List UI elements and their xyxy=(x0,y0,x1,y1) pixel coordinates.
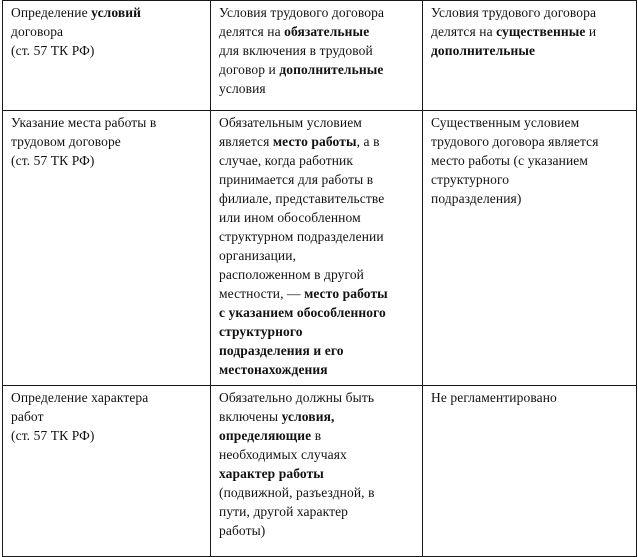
bold-text: дополнительные xyxy=(431,43,536,58)
table-cell xyxy=(423,386,637,557)
cell-text-line xyxy=(219,41,418,60)
table-row xyxy=(3,1,637,111)
text-segment: случае, когда работник xyxy=(219,153,354,168)
cell-text-line xyxy=(219,483,418,502)
cell-text-line xyxy=(11,151,206,170)
table-cell xyxy=(423,111,637,386)
text-segment: работ xyxy=(11,409,44,424)
bold-text: характер работы xyxy=(219,466,324,481)
bold-text: существенные xyxy=(496,24,586,39)
cell-text-line xyxy=(219,303,418,322)
text-segment: для включения в трудовой xyxy=(219,43,373,58)
bold-text: структурного xyxy=(219,324,303,339)
cell-text-line xyxy=(219,189,418,208)
text-segment: Условия трудового договора xyxy=(431,5,597,20)
cell-text-line xyxy=(431,132,632,151)
cell-text-line xyxy=(11,426,206,445)
cell-text-line xyxy=(219,208,418,227)
text-segment: местности, — xyxy=(219,286,305,301)
table-row xyxy=(3,386,637,557)
bold-text: с указанием обособленного xyxy=(219,305,386,320)
text-segment: Указание места работы в xyxy=(11,115,157,130)
text-segment: Обязательным условием xyxy=(219,115,362,130)
text-segment: является xyxy=(219,134,273,149)
cell-text-line xyxy=(11,113,206,132)
text-segment: принимается для работы в xyxy=(219,172,374,187)
text-segment: трудовом договоре xyxy=(11,134,121,149)
cell-text-line xyxy=(219,341,418,360)
cell-text-line xyxy=(11,22,206,41)
text-segment: трудового договора является xyxy=(431,134,599,149)
bold-text: место работы xyxy=(304,286,388,301)
text-segment: пути, другой характер xyxy=(219,504,349,519)
text-segment: включены xyxy=(219,409,282,424)
cell-text-line xyxy=(219,284,418,303)
cell-text-line xyxy=(219,3,418,22)
table-cell xyxy=(211,386,423,557)
cell-text-line xyxy=(219,170,418,189)
text-segment: договор и xyxy=(219,62,280,77)
cell-text-line xyxy=(431,41,632,60)
text-segment: Определение xyxy=(11,5,92,20)
comparison-table xyxy=(2,0,637,557)
text-segment: договора xyxy=(11,24,64,39)
cell-text-line xyxy=(431,388,632,407)
text-segment: расположенном в другой xyxy=(219,267,364,282)
cell-text-line xyxy=(219,426,418,445)
text-segment: и xyxy=(585,24,597,39)
text-segment: делятся на xyxy=(219,24,285,39)
text-segment: или ином обособленном xyxy=(219,210,361,225)
table-cell xyxy=(3,386,211,557)
cell-text-line xyxy=(219,521,418,540)
text-segment: (ст. 57 ТК РФ) xyxy=(11,43,95,58)
text-segment: Определение характера xyxy=(11,390,149,405)
cell-text-line xyxy=(219,151,418,170)
text-segment: организации, xyxy=(219,248,297,263)
cell-text-line xyxy=(11,41,206,60)
cell-text-line xyxy=(219,132,418,151)
bold-text: подразделения и его xyxy=(219,343,344,358)
table-cell xyxy=(211,1,423,111)
bold-text: обязательные xyxy=(284,24,370,39)
cell-text-line xyxy=(431,113,632,132)
text-segment: (ст. 57 ТК РФ) xyxy=(11,428,95,443)
cell-text-line xyxy=(431,151,632,170)
text-segment: делятся на xyxy=(431,24,497,39)
cell-text-line xyxy=(219,445,418,464)
cell-text-line xyxy=(11,3,206,22)
table-cell xyxy=(423,1,637,111)
text-segment: подразделения) xyxy=(431,191,522,206)
bold-text: условий xyxy=(91,5,142,20)
bold-text: условия, xyxy=(281,409,335,424)
cell-text-line xyxy=(219,502,418,521)
text-segment: работы) xyxy=(219,523,266,538)
cell-text-line xyxy=(11,132,206,151)
cell-text-line xyxy=(219,79,418,98)
table-cell xyxy=(3,111,211,386)
cell-text-line xyxy=(219,22,418,41)
text-segment: структурном подразделении xyxy=(219,229,384,244)
text-segment: (ст. 57 ТК РФ) xyxy=(11,153,95,168)
table-cell xyxy=(3,1,211,111)
text-segment: необходимых случаях xyxy=(219,447,347,462)
text-segment: (подвижной, разъездной, в xyxy=(219,485,375,500)
table-cell xyxy=(211,111,423,386)
text-segment: в xyxy=(311,428,322,443)
cell-text-line xyxy=(219,388,418,407)
cell-text-line xyxy=(431,22,632,41)
text-segment: условия xyxy=(219,81,266,96)
cell-text-line xyxy=(431,189,632,208)
bold-text: дополнительные xyxy=(279,62,384,77)
text-segment: Не регламентировано xyxy=(431,390,557,405)
text-segment: Условия трудового договора xyxy=(219,5,385,20)
cell-text-line xyxy=(431,170,632,189)
table-body xyxy=(3,1,637,557)
cell-text-line xyxy=(219,464,418,483)
bold-text: местонахождения xyxy=(219,362,328,377)
cell-text-line xyxy=(11,407,206,426)
cell-text-line xyxy=(219,407,418,426)
cell-text-line xyxy=(11,388,206,407)
bold-text: определяющие xyxy=(219,428,312,443)
text-segment: Существенным условием xyxy=(431,115,580,130)
cell-text-line xyxy=(219,360,418,379)
cell-text-line xyxy=(219,113,418,132)
cell-text-line xyxy=(219,322,418,341)
text-segment: , а в xyxy=(356,134,380,149)
text-segment: место работы (с указанием xyxy=(431,153,589,168)
cell-text-line xyxy=(219,265,418,284)
bold-text: место работы xyxy=(272,134,357,149)
cell-text-line xyxy=(219,227,418,246)
cell-text-line xyxy=(219,60,418,79)
cell-text-line xyxy=(431,3,632,22)
text-segment: Обязательно должны быть xyxy=(219,390,375,405)
cell-text-line xyxy=(219,246,418,265)
text-segment: филиале, представительстве xyxy=(219,191,385,206)
table-row xyxy=(3,111,637,386)
text-segment: структурного xyxy=(431,172,510,187)
